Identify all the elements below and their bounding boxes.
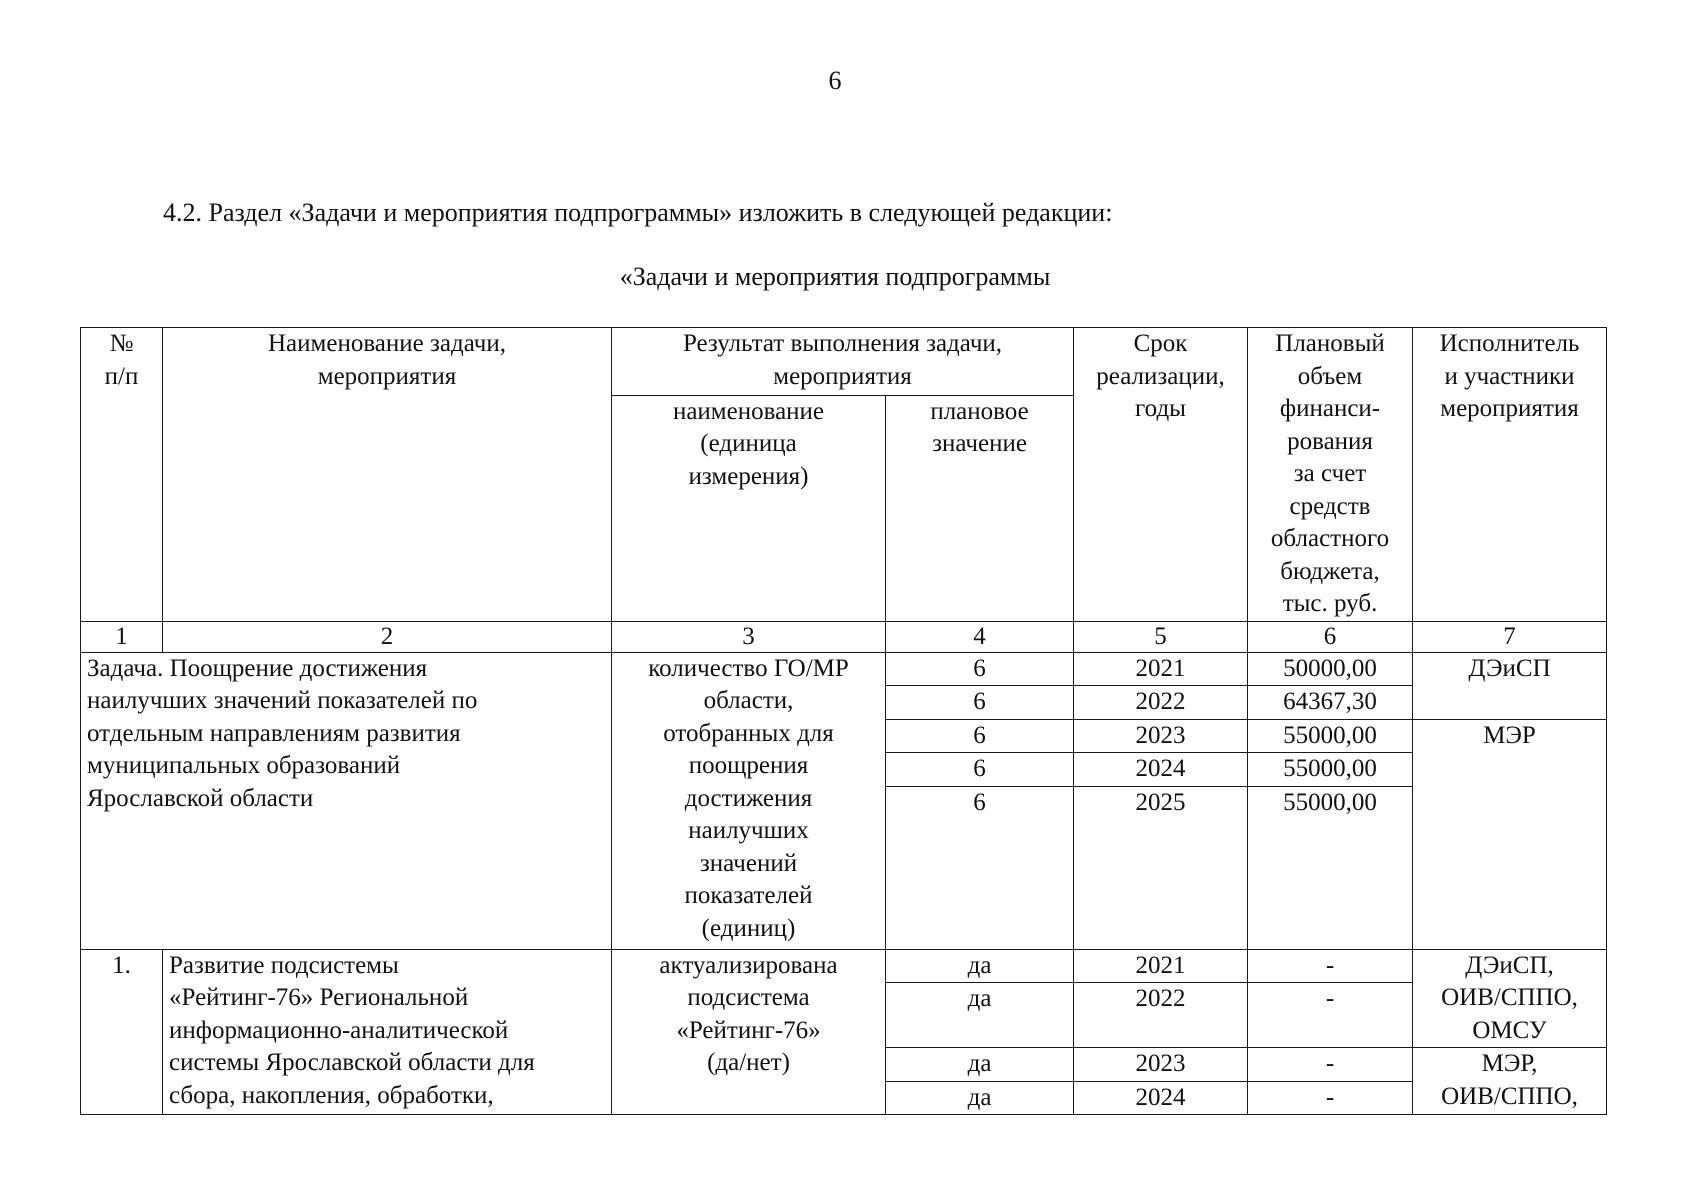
cell-line: достижения (684, 784, 813, 812)
cell-line: «Рейтинг-76» Региональной (169, 984, 469, 1011)
page-number: 6 (828, 66, 842, 95)
task-budget: 55000,00 (1248, 753, 1413, 787)
cell-line: реализации, (1096, 362, 1225, 390)
event-planned-value: да (886, 1048, 1074, 1082)
cell-line: за счет (1293, 460, 1367, 487)
task-name-cell (81, 652, 612, 949)
task-planned-value: 6 (886, 686, 1074, 720)
cell-line: Задача. Поощрение достижения (87, 654, 428, 682)
cell-line: «Рейтинг-76» (676, 1016, 821, 1044)
cell-line: актуализирована (659, 951, 838, 979)
cell-line: мероприятия (1440, 395, 1579, 422)
cell-line: мероприятия (773, 362, 912, 390)
header-budget-cell (1248, 328, 1413, 622)
event-budget: - (1248, 983, 1413, 1048)
task-filler-cell (886, 819, 1074, 949)
task-budget: 55000,00 (1248, 719, 1413, 753)
cell-line: п/п (104, 362, 139, 390)
event-year: 2021 (1074, 949, 1248, 983)
event-year: 2022 (1074, 983, 1248, 1048)
header-executor-cell (1413, 328, 1607, 622)
cell-line: (единица (700, 430, 797, 458)
cell-line: наилучших значений показателей по (87, 687, 478, 714)
cell-line: мероприятия (317, 362, 457, 390)
intro-text: 4.2. Раздел «Задачи и мероприятия подпрограммы» изложить в следующей редакции: (163, 198, 1113, 227)
cell-line: МЭР, (1481, 1050, 1538, 1077)
header-row-top (81, 328, 1607, 396)
header-result-group-cell (612, 328, 1074, 396)
column-numbers-row (81, 621, 1607, 652)
cell-line: отобранных для (663, 719, 834, 747)
cell-line: и участники (1444, 362, 1575, 390)
task-year: 2025 (1074, 786, 1248, 819)
cell-line: измерения) (688, 462, 809, 490)
column-number: 7 (1413, 621, 1607, 652)
column-number: 1 (81, 621, 163, 652)
cell-line: плановое (930, 397, 1029, 425)
column-number: 3 (612, 621, 886, 652)
cell-line: областного (1270, 525, 1390, 552)
cell-line: системы Ярославской области для (169, 1049, 535, 1076)
cell-line: Наименование задачи, (268, 330, 506, 357)
event-number-cell: 1. (81, 949, 163, 1115)
cell-line: Срок (1133, 330, 1188, 357)
cell-line: Ярославской области (87, 784, 314, 812)
event-executor-cell (1413, 1048, 1607, 1115)
task-year: 2022 (1074, 686, 1248, 720)
task-budget: 55000,00 (1248, 786, 1413, 819)
event-executor-cell (1413, 949, 1607, 1048)
task-filler-cell (1248, 819, 1413, 949)
cell-line: тыс. руб. (1282, 590, 1378, 617)
cell-line: ДЭиСП, (1465, 951, 1554, 979)
cell-line: № (109, 330, 134, 357)
event-budget: - (1248, 1048, 1413, 1082)
header-term-cell (1074, 328, 1248, 622)
column-number: 6 (1248, 621, 1413, 652)
cell-line: (единиц) (701, 914, 796, 942)
cell-line: Результат выполнения задачи, (682, 330, 1003, 357)
event-result-name-cell (612, 949, 886, 1115)
task-planned-value: 6 (886, 719, 1074, 753)
column-number: 4 (886, 621, 1074, 652)
task-executor-cell: МЭР (1413, 719, 1607, 949)
event-planned-value: да (886, 983, 1074, 1048)
event-name-cell (163, 949, 612, 1115)
cell-line: значений (699, 849, 798, 877)
task-budget: 50000,00 (1248, 652, 1413, 686)
cell-line: ОМСУ (1472, 1016, 1547, 1044)
cell-line: рования (1287, 427, 1373, 455)
cell-line: Исполнитель (1439, 330, 1580, 357)
cell-line: годы (1135, 395, 1186, 422)
cell-line: Развитие подсистемы (169, 951, 399, 979)
cell-line: финанси- (1279, 395, 1381, 422)
cell-line: значение (932, 430, 1027, 458)
task-year: 2024 (1074, 753, 1248, 787)
tasks-table (80, 327, 1607, 1115)
task-planned-value: 6 (886, 753, 1074, 787)
cell-line: подсистема (687, 984, 810, 1011)
event-row (81, 949, 1607, 983)
event-planned-value: да (886, 949, 1074, 983)
cell-line: наилучших (688, 817, 809, 844)
task-budget: 64367,30 (1248, 686, 1413, 720)
cell-line: области, (703, 687, 794, 714)
cell-line: бюджета, (1280, 557, 1380, 585)
task-result-name-cell (612, 652, 886, 949)
cell-line: поощрения (688, 752, 809, 779)
header-name-cell (163, 328, 612, 622)
header-planned-value-cell (886, 395, 1074, 621)
header-number-cell (81, 328, 163, 622)
task-year: 2023 (1074, 719, 1248, 753)
header-result-name-cell (612, 395, 886, 621)
task-planned-value: 6 (886, 786, 1074, 819)
cell-line: ОИВ/СППО, (1441, 984, 1578, 1011)
table-caption: «Задачи и мероприятия подпрограммы (619, 262, 1051, 291)
task-row (81, 652, 1607, 686)
cell-line: муниципальных образований (87, 752, 401, 779)
cell-line: сбора, накопления, обработки, (169, 1081, 494, 1109)
task-planned-value: 6 (886, 652, 1074, 686)
cell-line: наименование (672, 397, 825, 425)
cell-line: ОИВ/СППО, (1441, 1082, 1578, 1110)
cell-line: Плановый (1275, 330, 1385, 357)
cell-line: отдельным направлениям развития (87, 719, 461, 747)
column-number: 5 (1074, 621, 1248, 652)
event-year: 2023 (1074, 1048, 1248, 1082)
cell-line: (да/нет) (707, 1049, 790, 1076)
column-number: 2 (163, 621, 612, 652)
cell-line: показателей (684, 882, 813, 909)
event-planned-value: да (886, 1081, 1074, 1115)
task-filler-cell (1074, 819, 1248, 949)
cell-line: объем (1297, 362, 1363, 390)
cell-line: количество ГО/МР (648, 654, 849, 682)
event-year: 2024 (1074, 1081, 1248, 1115)
event-budget: - (1248, 1081, 1413, 1115)
cell-line: информационно-аналитической (169, 1016, 509, 1044)
task-executor-cell: ДЭиСП (1413, 652, 1607, 719)
event-budget: - (1248, 949, 1413, 983)
task-year: 2021 (1074, 652, 1248, 686)
cell-line: средств (1289, 492, 1371, 520)
